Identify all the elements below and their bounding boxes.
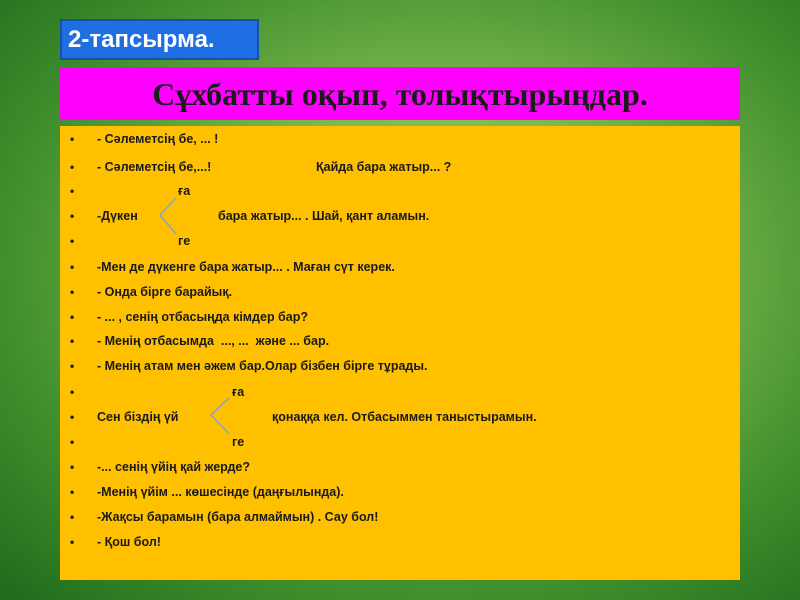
- page-title: Сұхбатты оқып, толықтырыңдар.: [60, 67, 740, 120]
- bullet-icon: •: [70, 260, 75, 274]
- bullet-icon: •: [70, 410, 75, 424]
- suffix-connector-icon: [205, 394, 235, 444]
- line-text: -Мен де дүкенге бара жатыр... . Маған сүт керек.: [97, 260, 395, 274]
- bullet-icon: •: [70, 385, 75, 399]
- suffix-option: ға: [178, 184, 191, 198]
- list-item: [60, 457, 740, 477]
- bullet-icon: •: [70, 460, 75, 474]
- bullet-icon: •: [70, 485, 75, 499]
- line-text: - Онда бірге барайық.: [97, 285, 233, 299]
- line-text: - Сәлеметсің бе, ... !: [97, 132, 219, 146]
- line-text: -Менің үйім ... көшесінде (даңғылында).: [97, 485, 344, 499]
- bullet-icon: •: [70, 535, 75, 549]
- line-text-continued: Қайда бара жатыр... ?: [316, 160, 452, 174]
- list-item: [60, 157, 740, 177]
- suffix-option: ге: [232, 435, 245, 449]
- suffix-option: ға: [232, 385, 245, 399]
- line-text: - Сәлеметсің бе,...!: [97, 160, 212, 174]
- list-item: [60, 307, 740, 327]
- line-text: -Дүкен: [97, 209, 138, 223]
- line-text: - Менің атам мен әжем бар.Олар бізбен бірге тұрады.: [97, 359, 428, 373]
- line-text: - Менің отбасымда ..., ... және ... бар.: [97, 334, 330, 348]
- bullet-icon: •: [70, 160, 75, 174]
- bullet-icon: •: [70, 435, 75, 449]
- list-item: [60, 432, 740, 452]
- list-item: [60, 129, 740, 149]
- list-item: [60, 282, 740, 302]
- line-text-continued: бара жатыр... . Шай, қант аламын.: [218, 209, 430, 223]
- bullet-icon: •: [70, 510, 75, 524]
- bullet-icon: •: [70, 334, 75, 348]
- dialogue-box: [60, 126, 740, 580]
- bullet-icon: •: [70, 310, 75, 324]
- suffix-connector-icon: [154, 194, 184, 244]
- line-text: - ... , сенің отбасыңда кімдер бар?: [97, 310, 308, 324]
- list-item: [60, 482, 740, 502]
- list-item: [60, 356, 740, 376]
- bullet-icon: •: [70, 132, 75, 146]
- line-text: -... сенің үйің қай жерде?: [97, 460, 250, 474]
- bullet-icon: •: [70, 184, 75, 198]
- bullet-icon: •: [70, 234, 75, 248]
- bullet-icon: •: [70, 209, 75, 223]
- line-text: - Қош бол!: [97, 535, 161, 549]
- suffix-option: ге: [178, 234, 191, 248]
- bullet-icon: •: [70, 285, 75, 299]
- bullet-icon: •: [70, 359, 75, 373]
- line-text: -Жақсы барамын (бара алмаймын) . Сау бол!: [97, 510, 379, 524]
- line-text: Сен біздің үй: [97, 410, 179, 424]
- line-text-continued: қонаққа кел. Отбасыммен таныстырамын.: [272, 410, 537, 424]
- list-item: [60, 407, 740, 427]
- task-label: 2-тапсырма.: [60, 19, 259, 60]
- list-item: [60, 257, 740, 277]
- list-item: [60, 382, 740, 402]
- list-item: [60, 532, 740, 552]
- list-item: [60, 331, 740, 351]
- list-item: [60, 507, 740, 527]
